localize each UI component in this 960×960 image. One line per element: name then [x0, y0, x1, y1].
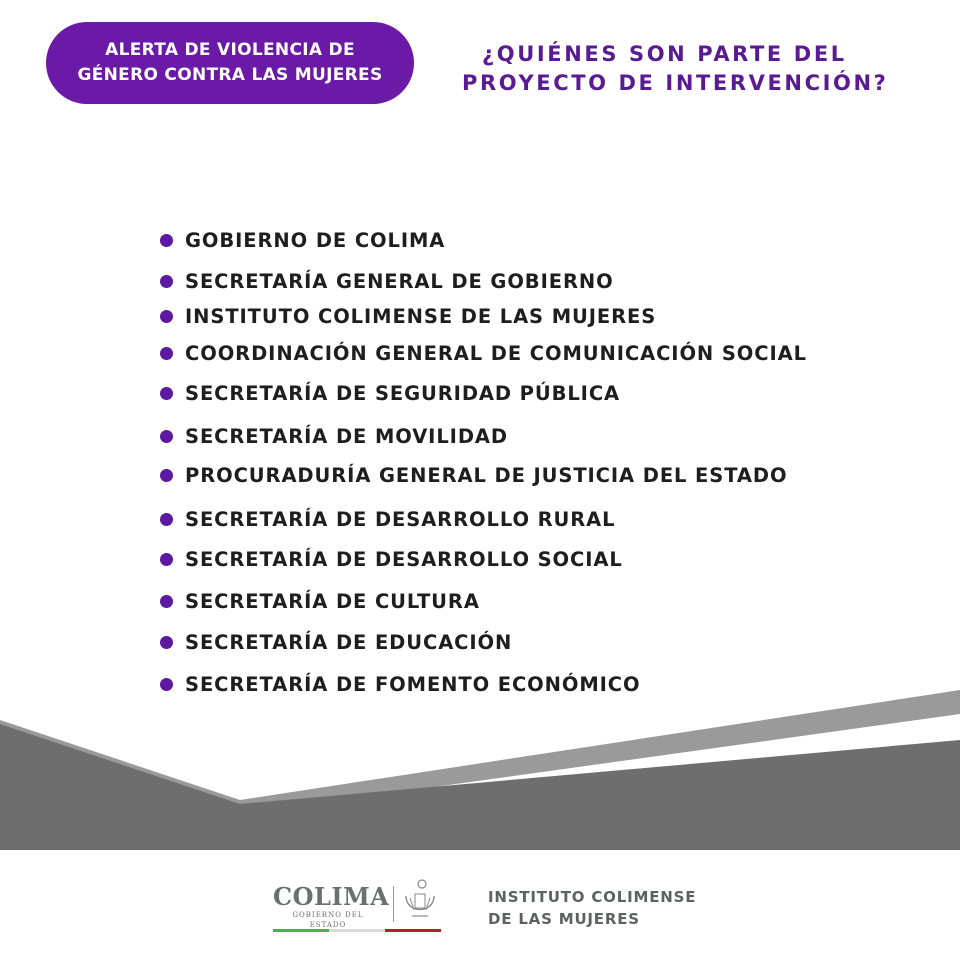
colima-logo-subtitle: GOBIERNO DEL ESTADO [292, 911, 364, 929]
institute-line2: DE LAS MUJERES [488, 910, 640, 928]
bullet-icon [160, 513, 173, 526]
alert-badge-line2: GÉNERO CONTRA LAS MUJERES [77, 65, 383, 85]
list-item-label: SECRETARÍA DE FOMENTO ECONÓMICO [185, 673, 641, 696]
bullet-icon [160, 469, 173, 482]
list-item [160, 590, 480, 613]
list-item [160, 342, 807, 365]
alert-badge-line1: ALERTA DE VIOLENCIA DE [105, 40, 355, 60]
bullet-icon [160, 234, 173, 247]
state-seal-icon [400, 876, 440, 924]
footer [0, 850, 960, 960]
list-item-label: SECRETARÍA DE MOVILIDAD [185, 425, 508, 448]
institute-logo-text [488, 886, 696, 930]
list-item [160, 548, 623, 571]
alert-badge [46, 22, 414, 104]
list-item [160, 425, 508, 448]
page-title [462, 40, 942, 98]
bullet-icon [160, 553, 173, 566]
list-item [160, 229, 445, 252]
list-item-label: GOBIERNO DE COLIMA [185, 229, 446, 252]
colima-logo-word: COLIMA [273, 882, 390, 911]
list-item [160, 631, 512, 654]
flag-stripe [273, 929, 441, 932]
page-title-line2: PROYECTO DE INTERVENCIÓN? [462, 71, 889, 95]
list-item-label: INSTITUTO COLIMENSE DE LAS MUJERES [185, 305, 657, 328]
bullet-icon [160, 430, 173, 443]
bullet-icon [160, 347, 173, 360]
bullet-icon [160, 387, 173, 400]
logo-divider [393, 886, 394, 922]
bullet-icon [160, 310, 173, 323]
list-item-label: SECRETARÍA DE DESARROLLO SOCIAL [185, 548, 623, 571]
list-item-label: COORDINACIÓN GENERAL DE COMUNICACIÓN SOCIAL [185, 342, 807, 365]
colima-logo [273, 882, 390, 930]
list-item [160, 305, 656, 328]
bullet-icon [160, 636, 173, 649]
list-item-label: SECRETARÍA DE DESARROLLO RURAL [185, 508, 616, 531]
list-item-label: PROCURADURÍA GENERAL DE JUSTICIA DEL ESTADO [185, 464, 788, 487]
decorative-bands [0, 690, 960, 850]
bullet-icon [160, 275, 173, 288]
page-title-line1: ¿QUIÉNES SON PARTE DEL [482, 42, 847, 66]
list-item-label: SECRETARÍA DE EDUCACIÓN [185, 631, 513, 654]
list-item-label: SECRETARÍA DE SEGURIDAD PÚBLICA [185, 382, 621, 405]
list-item [160, 270, 614, 293]
bullet-icon [160, 595, 173, 608]
list-item-label: SECRETARÍA DE CULTURA [185, 590, 480, 613]
list-item [160, 508, 616, 531]
institute-line1: INSTITUTO COLIMENSE [488, 888, 697, 906]
list-item [160, 382, 620, 405]
list-item-label: SECRETARÍA GENERAL DE GOBIERNO [185, 270, 614, 293]
list-item [160, 464, 787, 487]
